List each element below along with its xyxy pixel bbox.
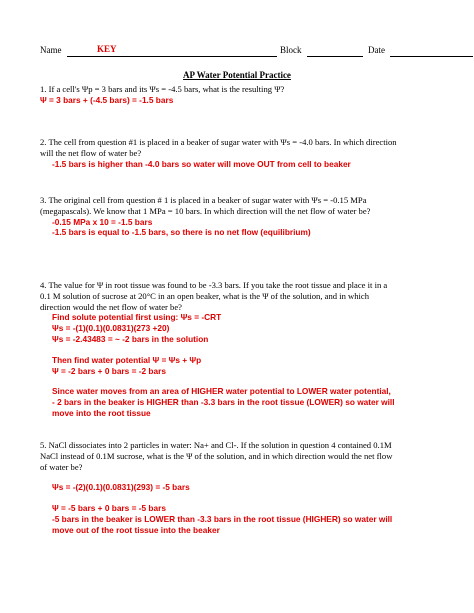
question-3-answer-line-2: -1.5 bars is equal to -1.5 bars, so there is no net flow (equilibrium) [52, 227, 311, 238]
question-4-text-line-1: 4. The value for Ψ in root tissue was found to be -3.3 bars. If you take the root tissue and place it in a [40, 280, 388, 290]
question-5-answer-line-2: Ψ = -5 bars + 0 bars = -5 bars [52, 503, 166, 514]
question-4-answer-line-5: Ψ = -2 bars + 0 bars = -2 bars [52, 365, 166, 376]
question-3-text-line-2: (megapascals). We know that 1 MPa = 10 bars. In which direction will the net flow of water be? [40, 205, 371, 216]
question-4-text-line-2: 0.1 M solution of sucrose at 20°C in an open beaker, what is the Ψ of the solution, and in which [40, 290, 370, 301]
block-label: Block [280, 45, 302, 55]
date-label: Date [368, 45, 385, 55]
question-1-text: 1. If a cell's Ψp = 3 bars and its Ψs = -4.5 bars, what is the resulting Ψ? [40, 84, 285, 94]
question-5-answer-line-4: move out of the root tissue into the beaker [52, 524, 220, 535]
question-2-text-line-2: will the net flow of water be? [40, 147, 142, 158]
question-4-answer-line-2: Ψs = -(1)(0.1)(0.0831)(273 +20) [52, 323, 170, 334]
question-5-answer-line-3: -5 bars in the beaker is LOWER than -3.3 bars in the root tissue (HIGHER) so water will [52, 513, 393, 524]
question-4-answer-line-6: Since water moves from an area of HIGHER water potential to LOWER water potential, [52, 386, 391, 397]
name-value: KEY [97, 44, 117, 54]
question-4 [40, 280, 435, 419]
question-5-answer-line-1: Ψs = -(2)(0.1)(0.0831)(293) = -5 bars [52, 482, 190, 493]
question-5 [40, 440, 435, 536]
question-1-answer: Ψ = 3 bars + (-4.5 bars) = -1.5 bars [40, 94, 174, 105]
question-2-answer: -1.5 bars is higher than -4.0 bars so water will move OUT from cell to beaker [52, 158, 351, 169]
question-2-text-line-1: 2. The cell from question #1 is placed in a beaker of sugar water with Ψs = -4.0 bars. In which direction [40, 137, 397, 147]
question-3-answer-line-1: -0.15 MPa x 10 = -1.5 bars [52, 216, 153, 227]
block-line [307, 56, 363, 57]
question-5-text-line-1: 5. NaCl dissociates into 2 particles in water: Na+ and Cl-. If the solution in question 4 contained 0.1M [40, 440, 392, 450]
question-3-text-line-1: 3. The original cell from question # 1 is placed in a beaker of sugar water with Ψs = -0.15 MPa [40, 195, 367, 205]
question-2 [40, 137, 435, 169]
question-4-answer-line-4: Then find water potential Ψ = Ψs + Ψp [52, 354, 202, 365]
name-label: Name [40, 45, 62, 55]
question-4-answer-line-7: - 2 bars in the beaker is HIGHER than -3.3 bars in the root tissue (LOWER) so water will [52, 397, 395, 408]
date-line [390, 56, 473, 57]
question-5-text-line-2: NaCl instead of 0.1M sucrose, what is the Ψ of the solution, and in which direction would the net flow [40, 450, 393, 461]
question-4-answer-line-3: Ψs = -2.43483 = ~ -2 bars in the solution [52, 333, 209, 344]
question-4-answer-line-1: Find solute potential first using: Ψs = -CRT [52, 312, 222, 323]
question-1 [40, 84, 435, 106]
question-4-answer-line-8: move into the root tissue [52, 407, 151, 418]
header-row [40, 45, 440, 57]
question-4-text-line-3: direction would the net flow of water be? [40, 301, 182, 312]
page-title: AP Water Potential Practice [183, 70, 291, 80]
question-5-text-line-3: of water be? [40, 461, 83, 472]
question-3 [40, 195, 435, 238]
name-line [67, 56, 277, 57]
